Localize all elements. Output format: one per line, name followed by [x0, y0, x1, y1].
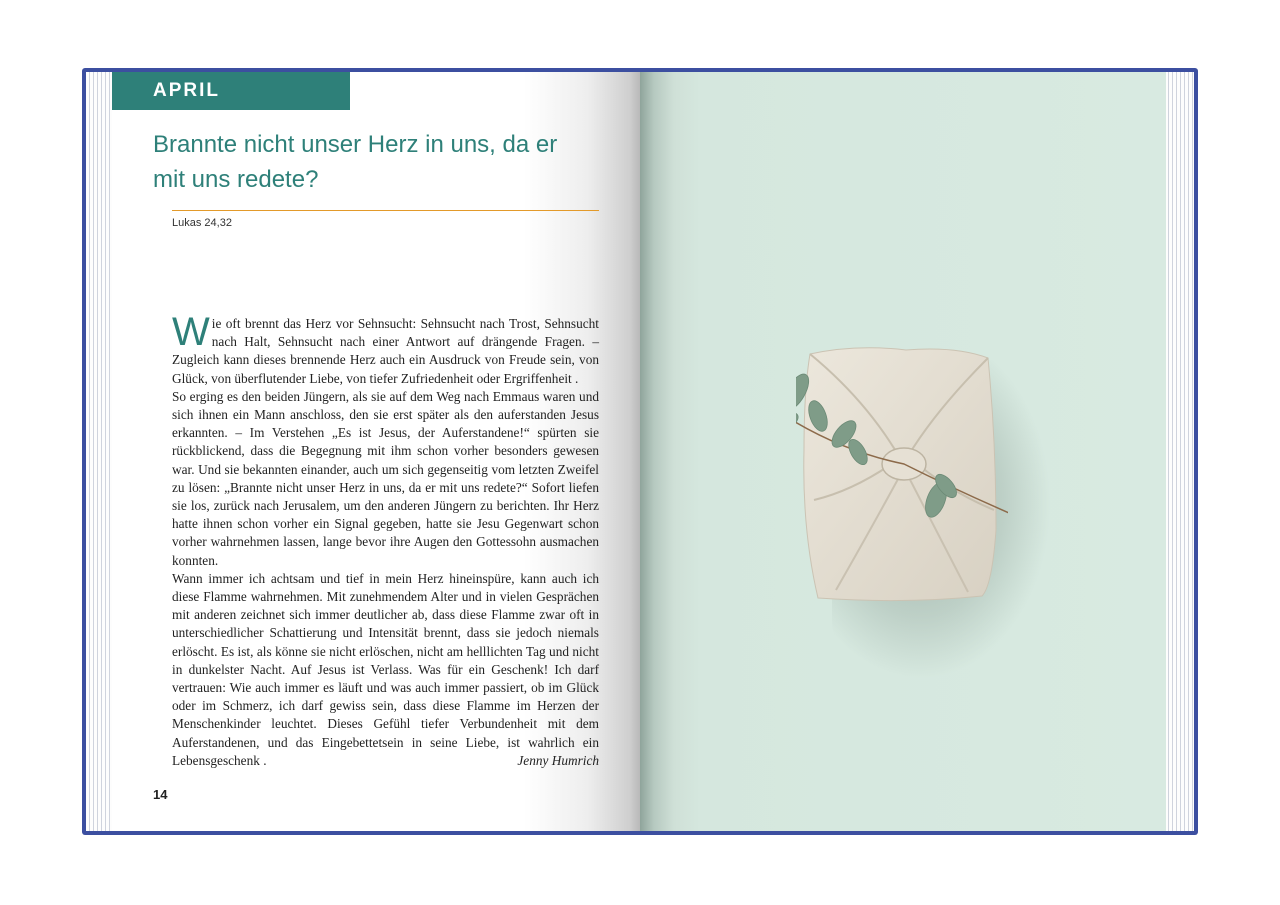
month-tab: [112, 72, 350, 110]
right-page-edges: [1164, 72, 1194, 831]
devotional-text: [172, 310, 599, 770]
bible-reference: Lukas 24,32: [172, 217, 232, 229]
paragraph-1-text: ie oft brennt das Herz vor Sehnsucht: Sehnsucht nach Trost, Sehnsucht nach Halt, Sehnsucht nach einer Antwort auf drängende Fragen. – Zugleich kann dieses brennende Herz auch ein Ausdruck von Freude sein, von Glück, von überflutender Liebe, von tiefer Zufriedenheit oder Ergriffenheit .: [172, 316, 599, 386]
drop-cap: W: [172, 310, 210, 354]
author-name: Jenny Humrich: [517, 752, 599, 768]
month-label: APRIL: [153, 80, 220, 101]
wrapped-gift-image: [796, 340, 1008, 606]
page-title: [153, 127, 603, 197]
title-line-2: mit uns redete?: [153, 166, 319, 193]
paragraph-3-text: Wann immer ich achtsam und tief in mein Herz hineinspüre, kann auch ich diese Flamme wahrnehmen. Mit zunehmendem Alter und in vielen Gesprächen mit anderen zeichnet sich immer deutlicher ab, dass diese Flamme zwar oft in unterschiedlicher Schattierung und Intensität brennt, dass sie jedoch niemals erlöscht. Es ist, als könne sie nicht erlöschen, nicht am helllichten Tag und nicht in dunkelster Nacht. Auf Jesus ist Verlass. Was für ein Geschenk! Ich darf vertrauen: Wie auch immer es läuft und was auch immer passiert, ob im Glück oder im Schmerz, ich darf gewiss sein, dass diese Flamme im Herzen der Menschenkinder leuchtet. Dieses Gefühl tiefer Verbundenheit mit dem Auferstandenen, und das Eingebettetsein in seine Liebe, ist wahrlich ein Lebensgeschenk .: [172, 570, 599, 768]
paragraph-2: So erging es den beiden Jüngern, als sie auf dem Weg nach Emmaus waren und sich ihnen ein Mann anschloss, den sie erst später als den auferstanden Jesus erkannten. – Im Verstehen „Es ist Jesus, der Auferstandene!“ spürten sie rückblickend, dass die Begegnung mit ihm schon vorher besonders gewesen war. Und sie bekannten einander, auch um sich gegenseitig vom letzten Zweifel zu lösen: „Brannte nicht unser Herz in uns, da er mit uns redete?“ Sofort liefen sie los, zurück nach Jerusalem, um den anderen Jüngern zu berichten. Ihr Herz hatte ihnen schon vorher ein Signal gegeben, hatte sie Jesu Gegenwart schon vorher wahrnehmen lassen, lange bevor ihre Augen den Gottessohn ausmachen konnten.: [172, 388, 599, 568]
paragraph-3: [172, 570, 599, 770]
title-line-1: Brannte nicht unser Herz in uns, da er: [153, 131, 558, 158]
page-number: 14: [153, 787, 168, 802]
paragraph-1: [172, 310, 599, 388]
title-divider: [172, 210, 599, 211]
